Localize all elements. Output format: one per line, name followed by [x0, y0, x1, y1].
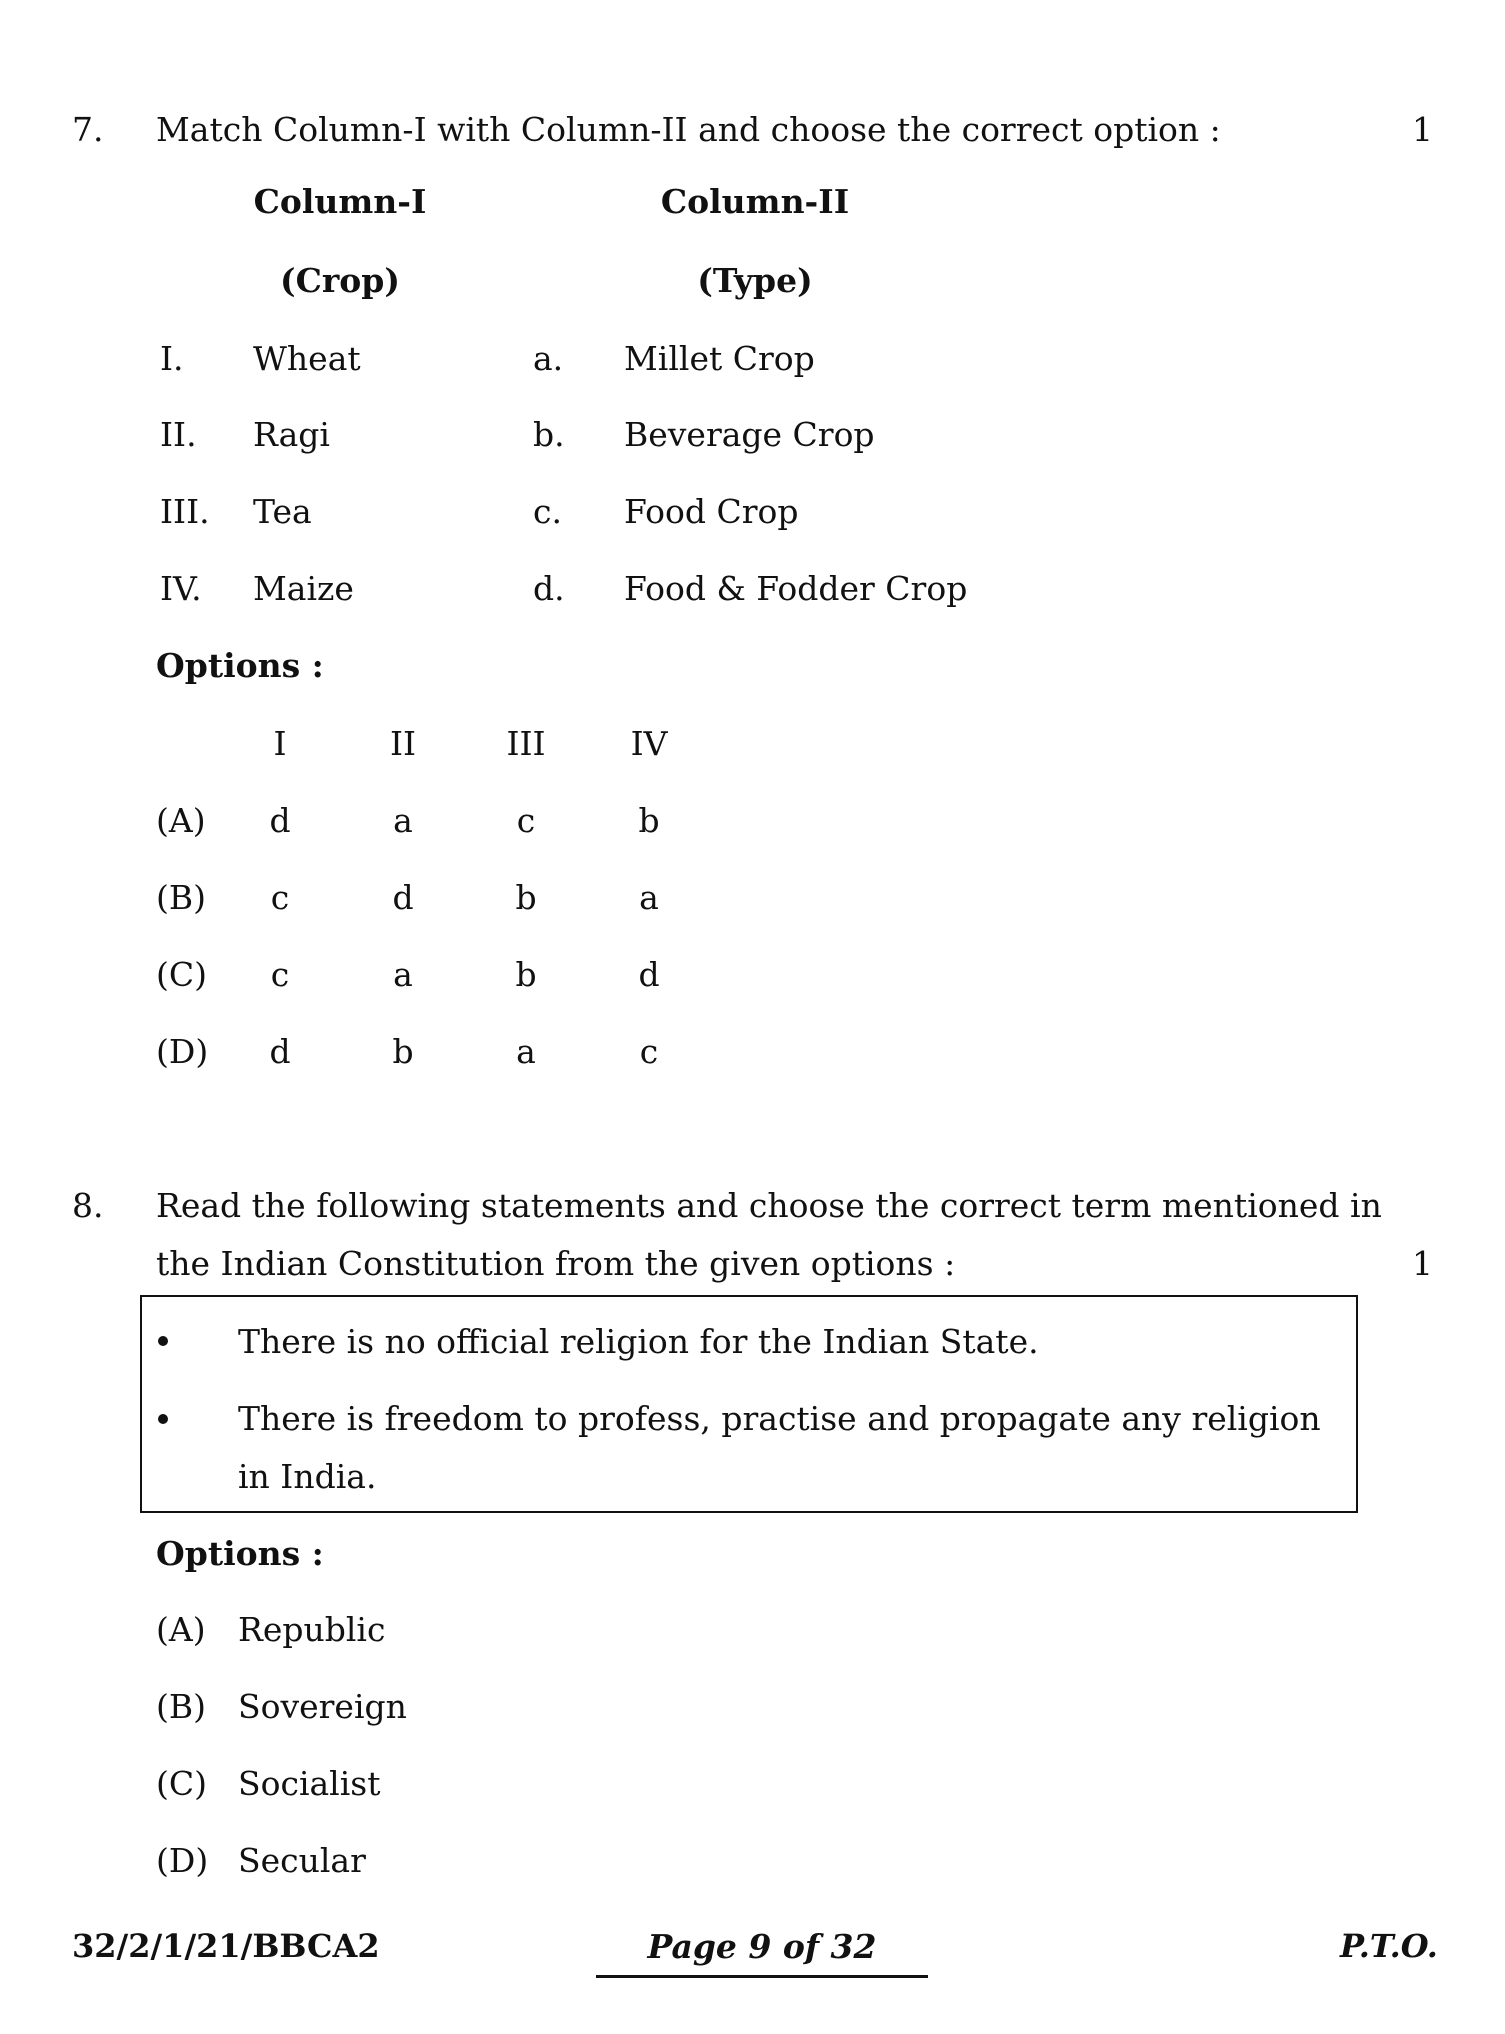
row-crop: Tea [253, 492, 312, 531]
option-label: (C) [156, 955, 207, 994]
q8-options-label: Options : [156, 1534, 324, 1573]
row-roman: IV. [160, 569, 202, 608]
q7-options-label: Options : [156, 646, 324, 685]
option-value: c [639, 1032, 659, 1071]
row-crop: Ragi [253, 415, 330, 454]
option-text: Socialist [238, 1764, 381, 1803]
options-col-header: II [389, 724, 417, 763]
row-roman: I. [160, 339, 184, 378]
bullet-icon [158, 1414, 168, 1424]
option-value: b [638, 801, 660, 840]
option-value: b [392, 1032, 414, 1071]
option-text: Republic [238, 1610, 386, 1649]
option-label: (B) [156, 878, 206, 917]
row-roman: III. [160, 492, 210, 531]
paper-code: 32/2/1/21/BBCA2 [72, 1927, 380, 1965]
q8-marks: 1 [1412, 1244, 1433, 1283]
option-text: Secular [238, 1841, 366, 1880]
option-value: c [270, 955, 290, 994]
option-label: (D) [156, 1032, 209, 1071]
option-label: (D) [156, 1841, 209, 1880]
option-value: d [638, 955, 660, 994]
option-label: (C) [156, 1764, 207, 1803]
page-number-underline [596, 1975, 928, 1978]
option-value: d [269, 1032, 291, 1071]
option-value: d [269, 801, 291, 840]
row-letter: c. [533, 492, 562, 531]
option-value: b [515, 878, 537, 917]
row-crop: Wheat [253, 339, 361, 378]
bullet-icon [158, 1336, 168, 1346]
option-value: c [270, 878, 290, 917]
options-col-header: IV [630, 724, 668, 763]
option-value: b [515, 955, 537, 994]
statement-text: There is no official religion for the Indian State. [238, 1322, 1039, 1361]
option-text: Sovereign [238, 1687, 407, 1726]
row-type: Beverage Crop [624, 415, 875, 454]
option-value: a [639, 878, 659, 917]
option-label: (B) [156, 1687, 206, 1726]
page-number: Page 9 of 32 [647, 1927, 877, 1966]
q7-column1-header: Column-I [253, 182, 427, 221]
row-crop: Maize [253, 569, 354, 608]
option-value: c [516, 801, 536, 840]
row-type: Food Crop [624, 492, 799, 531]
q7-column2-subheader: (Type) [697, 261, 813, 300]
q8-text-line1: Read the following statements and choose the correct term mentioned in [156, 1186, 1382, 1225]
q7-column2-header: Column-II [660, 182, 850, 221]
option-value: a [393, 955, 413, 994]
row-letter: a. [533, 339, 564, 378]
q8-text-line2: the Indian Constitution from the given options : [156, 1244, 956, 1283]
q7-marks: 1 [1412, 110, 1433, 149]
option-value: a [516, 1032, 536, 1071]
options-col-header: III [506, 724, 546, 763]
options-col-header: I [273, 724, 287, 763]
option-label: (A) [156, 801, 206, 840]
row-letter: b. [533, 415, 565, 454]
q7-text: Match Column-I with Column-II and choose the correct option : [156, 110, 1221, 149]
q8-number: 8. [72, 1186, 104, 1225]
option-label: (A) [156, 1610, 206, 1649]
statement-text: There is freedom to profess, practise and propagate any religion [238, 1399, 1321, 1438]
row-type: Millet Crop [624, 339, 815, 378]
statement-text-continued: in India. [238, 1457, 377, 1496]
option-value: a [393, 801, 413, 840]
pto-label: P.T.O. [1340, 1927, 1438, 1965]
row-roman: II. [160, 415, 197, 454]
option-value: d [392, 878, 414, 917]
row-type: Food & Fodder Crop [624, 569, 968, 608]
q7-number: 7. [72, 110, 104, 149]
q7-column1-subheader: (Crop) [280, 261, 400, 300]
row-letter: d. [533, 569, 565, 608]
